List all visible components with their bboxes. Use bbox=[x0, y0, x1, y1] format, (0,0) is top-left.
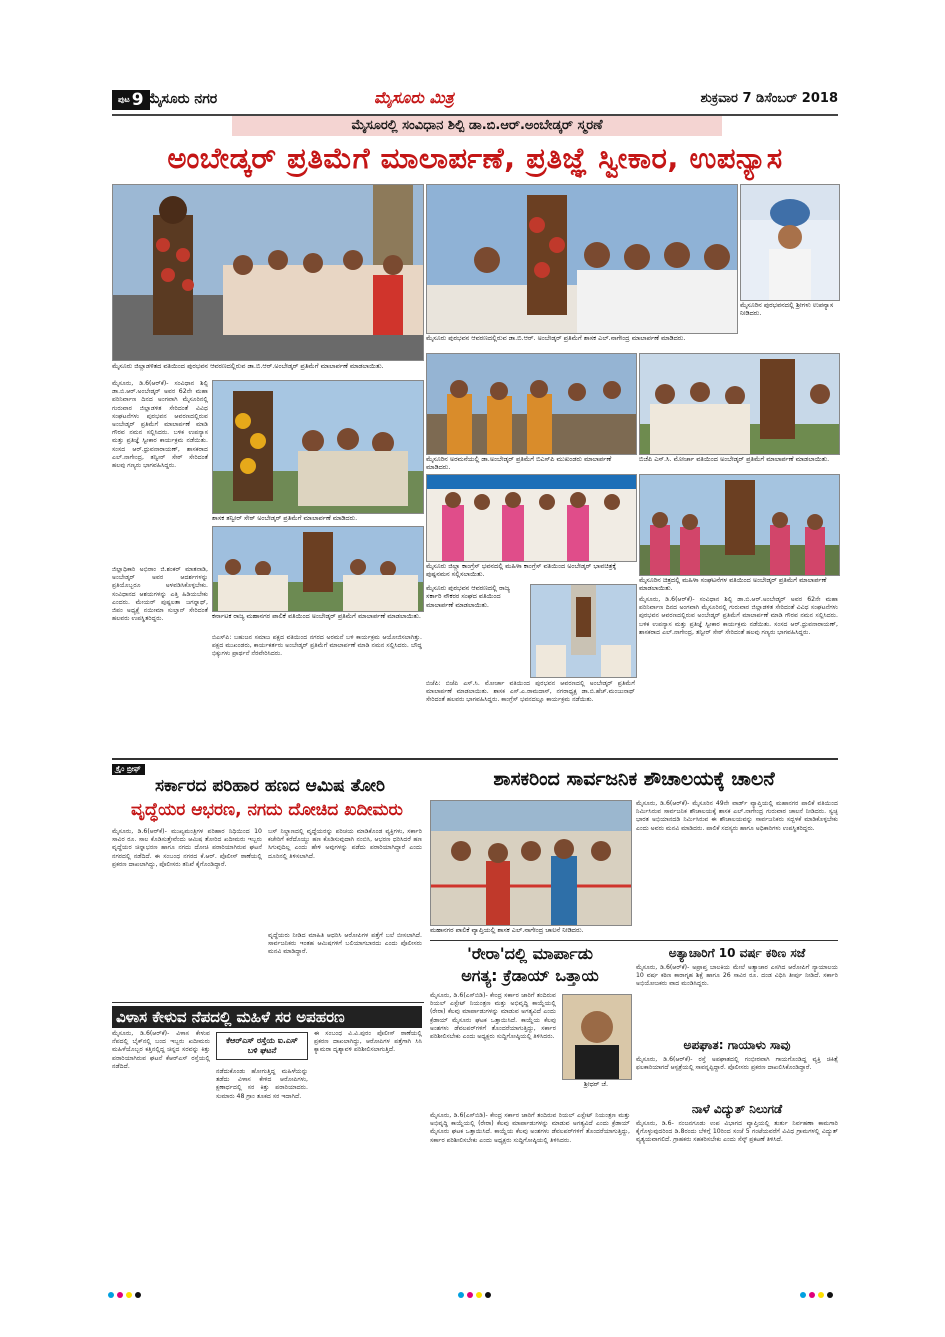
atrocity-body: ಮೈಸೂರು, ಡಿ.6(ಆರ್‌ಕೆ)- ಅಪ್ರಾಪ್ತ ಬಾಲಕಿಯ ಮೇಲೆ ಅತ್ಯಾಚಾರ ಎಸಗಿದ ಆರೋಪಿಗೆ ನ್ಯಾಯಾಲಯ 10 ವರ್ಷ ಕಠಿಣ ಕಾರಾಗೃಹ ಶಿಕ್ಷೆ ಹಾಗೂ 26 ಸಾವಿರ ರೂ. ದಂಡ ವಿಧಿಸಿ ತೀರ್ಪು ನೀಡಿದೆ. ಸರ್ಕಾರಿ ಅಭಿಯೋಜಕರು ವಾದ ಮಂಡಿಸಿದ್ದರು. bbox=[636, 964, 838, 988]
newspaper-page bbox=[112, 88, 838, 1268]
photo-mla-garland bbox=[426, 184, 738, 334]
chain-body-3: ಈ ಸಂಬಂಧ ವಿ.ವಿ.ಪುರಂ ಪೊಲೀಸ್ ಠಾಣೆಯಲ್ಲಿ ಪ್ರಕರಣ ದಾಖಲಾಗಿದ್ದು, ಆರೋಪಿಗಳ ಪತ್ತೆಗಾಗಿ ಸಿಸಿ ಕ್ಯಾಮರಾ ದೃಶ್ಯಾವಳಿ ಪರಿಶೀಲಿಸಲಾಗುತ್ತಿದೆ. bbox=[314, 1030, 422, 1054]
reg-dot-magenta bbox=[467, 1292, 473, 1298]
registration-dots-left bbox=[108, 1292, 141, 1298]
reira-body-cont: ಮೈಸೂರು, ಡಿ.6(ಎಸ್‌ಬಿಡಿ)- ಕೇಂದ್ರ ಸರ್ಕಾರ ಜಾರಿಗೆ ತಂದಿರುವ ರಿಯಲ್ ಎಸ್ಟೇಟ್ ನಿಯಂತ್ರಣ ಮತ್ತು ಅಭಿವೃದ್ಧಿ ಕಾಯ್ದೆಯಲ್ಲಿ (ರೇರಾ) ಕೆಲವು ಮಾರ್ಪಾಡುಗಳನ್ನು ಮಾಡುವ ಅಗತ್ಯವಿದೆ ಎಂದು ಕ್ರೆಡಾಯ್ ಮೈಸೂರು ಘಟಕ ಒತ್ತಾಯಿಸಿದೆ. ಕಾಯ್ದೆಯ ಕೆಲವು ಅಂಶಗಳು ಡೆವಲಪರ್‌ಗಳಿಗೆ ತೊಂದರೆಯಾಗುತ್ತಿದ್ದು, ಸರ್ಕಾರ ಪರಿಶೀಲಿಸಬೇಕು ಎಂದು ಅಧ್ಯಕ್ಷರು ಸುದ್ದಿಗೋಷ್ಠಿಯಲ್ಲಿ ತಿಳಿಸಿದರು. bbox=[430, 1112, 630, 1144]
atrocity-headline: ಅತ್ಯಾಚಾರಿಗೆ 10 ವರ್ಷ ಕಠಿಣ ಸಜೆ bbox=[668, 946, 806, 960]
reg-dot-yellow bbox=[818, 1292, 824, 1298]
caption-photo-7: ಮೈಸೂರು ಜಿಲ್ಲಾ ಕಾಂಗ್ರೆಸ್ ಭವನದಲ್ಲಿ ಮಹಿಳಾ ಕಾಂಗ್ರೆಸ್ ವತಿಯಿಂದ ಅಂಬೇಡ್ಕರ್ ಭಾವಚಿತ್ರಕ್ಕೆ ಪುಷ್ಪನಮನ ಸಲ್ಲಿಸಲಾಯಿತು. bbox=[426, 562, 617, 579]
reira-headline-2: ಅಗತ್ಯ: ಕ್ರೆಡಾಯ್ ಒತ್ತಾಯ bbox=[461, 966, 599, 985]
caption-photo-6: ಬಿಜೆಪಿ ಎಸ್‌.ಸಿ. ಮೋರ್ಚಾ ವತಿಯಿಂದ ಅಂಬೇಡ್ಕರ್ ಪ್ರತಿಮೆಗೆ ಮಾಲಾರ್ಪಣೆ ಮಾಡಲಾಯಿತು. bbox=[639, 455, 830, 463]
chain-headline: ವಿಳಾಸ ಕೇಳುವ ನೆಪದಲ್ಲಿ ಮಹಿಳೆ ಸರ ಅಪಹರಣ bbox=[112, 1006, 422, 1028]
power-body: ಮೈಸೂರು, ಡಿ.6- ನಂಜನಗೂಡು ಉಪ ವಿಭಾಗದ ವ್ಯಾಪ್ತಿಯಲ್ಲಿ ತುರ್ತು ನಿರ್ವಹಣಾ ಕಾಮಗಾರಿ ಕೈಗೊಳ್ಳುವುದರಿಂದ ಡಿ.8ರಂದು ಬೆಳಿಗ್ಗೆ 10ರಿಂದ ಸಂಜೆ 5 ಗಂಟೆಯವರೆಗೆ ವಿವಿಧ ಗ್ರಾಮಗಳಲ್ಲಿ ವಿದ್ಯುತ್ ವ್ಯತ್ಯಯವಾಗಲಿದೆ. ಗ್ರಾಹಕರು ಸಹಕರಿಸಬೇಕು ಎಂದು ಸೆಸ್ಕ್ ಪ್ರಕಟಣೆ ತಿಳಿಸಿದೆ. bbox=[636, 1120, 838, 1144]
section-title: ಮೈಸೂರು ನಗರ bbox=[146, 91, 218, 107]
chain-sidebar: ಕೆಆರ್‌ಎಸ್ ರಸ್ತೆಯ ಐ.ಎಸ್ ಬಳಿ ಘಟನೆ bbox=[216, 1032, 308, 1060]
toilet-body: ಮೈಸೂರು, ಡಿ.6(ಆರ್‌ಕೆ)- ಮೈಸೂರಿನ 49ನೇ ವಾರ್ಡ್ ವ್ಯಾಪ್ತಿಯಲ್ಲಿ ಮಹಾನಗರ ಪಾಲಿಕೆ ವತಿಯಿಂದ ನಿರ್ಮಿಸಿರುವ ಸಾರ್ವಜನಿಕ ಶೌಚಾಲಯಕ್ಕೆ ಶಾಸಕ ಎಲ್.ನಾಗೇಂದ್ರ ಗುರುವಾರ ಚಾಲನೆ ನೀಡಿದರು. ಸ್ವಚ್ಛ ಭಾರತ ಅಭಿಯಾನದಡಿ ನಿರ್ಮಿಸಿರುವ ಈ ಶೌಚಾಲಯವನ್ನು ಸಾರ್ವಜನಿಕರು ಸದ್ಬಳಕೆ ಮಾಡಿಕೊಳ್ಳಬೇಕು ಎಂದು ಅವರು ಮನವಿ ಮಾಡಿದರು. ಪಾಲಿಕೆ ಸದಸ್ಯರು ಹಾಗೂ ಅಧಿಕಾರಿಗಳು ಉಪಸ್ಥಿತರಿದ್ದರು. bbox=[636, 800, 838, 832]
photo-statue-garland bbox=[112, 184, 424, 361]
toilet-headline: ಶಾಸಕರಿಂದ ಸಾರ್ವಜನಿಕ ಶೌಚಾಲಯಕ್ಕೆ ಚಾಲನೆ bbox=[493, 768, 775, 790]
page-header bbox=[112, 88, 838, 116]
reira-body: ಮೈಸೂರು, ಡಿ.6(ಎಸ್‌ಬಿಡಿ)- ಕೇಂದ್ರ ಸರ್ಕಾರ ಜಾರಿಗೆ ತಂದಿರುವ ರಿಯಲ್ ಎಸ್ಟೇಟ್ ನಿಯಂತ್ರಣ ಮತ್ತು ಅಭಿವೃದ್ಧಿ ಕಾಯ್ದೆಯಲ್ಲಿ (ರೇರಾ) ಕೆಲವು ಮಾರ್ಪಾಡುಗಳನ್ನು ಮಾಡುವ ಅಗತ್ಯವಿದೆ ಎಂದು ಕ್ರೆಡಾಯ್ ಮೈಸೂರು ಘಟಕ ಒತ್ತಾಯಿಸಿದೆ. ಕಾಯ್ದೆಯ ಕೆಲವು ಅಂಶಗಳು ಡೆವಲಪರ್‌ಗಳಿಗೆ ತೊಂದರೆಯಾಗುತ್ತಿದ್ದು, ಸರ್ಕಾರ ಪರಿಶೀಲಿಸಬೇಕು ಎಂದು ಅಧ್ಯಕ್ಷರು ಸುದ್ದಿಗೋಷ್ಠಿಯಲ್ಲಿ ತಿಳಿಸಿದರು. bbox=[430, 992, 556, 1041]
lead-body-column-1: ಮೈಸೂರು, ಡಿ.6(ಆರ್‌ಕೆ)- ಸಂವಿಧಾನ ಶಿಲ್ಪಿ ಡಾ.ಬಿ.ಆರ್.ಅಂಬೇಡ್ಕರ್ ಅವರ 62ನೇ ಮಹಾ ಪರಿನಿರ್ವಾಣ ದಿನದ ಅಂಗವಾಗಿ ಮೈಸೂರಿನಲ್ಲಿ ಗುರುವಾರ ಜಿಲ್ಲಾಡಳಿತ ಸೇರಿದಂತೆ ವಿವಿಧ ಸಂಘಟನೆಗಳು ಪುರಭವನ ಆವರಣದಲ್ಲಿರುವ ಅಂಬೇಡ್ಕರ್ ಪ್ರತಿಮೆಗೆ ಮಾಲಾರ್ಪಣೆ ಮಾಡಿ ಗೌರವ ನಮನ ಸಲ್ಲಿಸಿದರು. ಬಳಿಕ ಉಪನ್ಯಾಸ ಮತ್ತು ಪ್ರತಿಜ್ಞೆ ಸ್ವೀಕಾರ ಕಾರ್ಯಕ್ರಮ ನಡೆಯಿತು. ಸಂಸದ ಆರ್.ಧ್ರುವನಾರಾಯಣ್, ಶಾಸಕರಾದ ಎಲ್.ನಾಗೇಂದ್ರ, ತನ್ವೀರ್ ಸೇಠ್ ಸೇರಿದಂತೆ ಹಲವು ಗಣ್ಯರು ಭಾಗವಹಿಸಿದ್ದರು. bbox=[112, 380, 208, 470]
reg-dot-cyan bbox=[108, 1292, 114, 1298]
photo-women-groups bbox=[639, 474, 840, 576]
reg-dot-magenta bbox=[809, 1292, 815, 1298]
reg-dot-cyan bbox=[458, 1292, 464, 1298]
photo-bsp-monks bbox=[426, 353, 637, 455]
issue-date: ಶುಕ್ರವಾರ 7 ಡಿಸೆಂಬರ್ 2018 bbox=[700, 91, 838, 106]
registration-dots-center bbox=[458, 1292, 491, 1298]
reg-dot-black bbox=[827, 1292, 833, 1298]
caption-toilet-photo: ಮಹಾನಗರ ಪಾಲಿಕೆ ವ್ಯಾಪ್ತಿಯಲ್ಲಿ ಶಾಸಕ ಎಲ್.ನಾಗೇಂದ್ರ ಚಾಲನೆ ನೀಡಿದರು. bbox=[430, 926, 584, 934]
photo-govt-employees bbox=[530, 584, 637, 678]
caption-photo-2: ಮೈಸೂರು ಪುರಭವನ ಆವರಣದಲ್ಲಿರುವ ಡಾ.ಬಿ.ಆರ್. ಅಂಬೇಡ್ಕರ್ ಪ್ರತಿಮೆಗೆ ಶಾಸಕ ಎಲ್.ನಾಗೇಂದ್ರ ಮಾಲಾರ್ಪಣೆ ಮಾಡಿದರು. bbox=[426, 334, 686, 342]
caption-photo-10: ಮೈಸೂರು ಪುರಭವನ ಆವರಣದಲ್ಲಿ ರಾಜ್ಯ ಸರ್ಕಾರಿ ನೌಕರರ ಸಂಘದ ವತಿಯಿಂದ ಮಾಲಾರ್ಪಣೆ ಮಾಡಲಾಯಿತು. bbox=[426, 584, 510, 609]
reira-photo-caption: ಶ್ರೀಧರ್ ಜೆ. bbox=[583, 1080, 609, 1088]
lead-body-column-3: ಬಿಎಸ್‌ಪಿ: ಬಹುಜನ ಸಮಾಜ ಪಕ್ಷದ ವತಿಯಿಂದ ನಗರದ ಅರಮನೆ ಬಳಿ ಕಾರ್ಯಕ್ರಮ ಆಯೋಜಿಸಲಾಗಿತ್ತು. ಪಕ್ಷದ ಮುಖಂಡರು, ಕಾರ್ಯಕರ್ತರು ಅಂಬೇಡ್ಕರ್ ಪ್ರತಿಮೆಗೆ ಮಾಲಾರ್ಪಣೆ ಮಾಡಿ ನಮನ ಸಲ್ಲಿಸಿದರು. ಬೌದ್ಧ ಭಿಕ್ಕುಗಳು ಪ್ರಾರ್ಥನೆ ನೆರವೇರಿಸಿದರು. bbox=[212, 634, 422, 658]
reg-dot-yellow bbox=[126, 1292, 132, 1298]
chain-body-2: ನಡೆದುಕೊಂಡು ಹೋಗುತ್ತಿದ್ದ ಮಹಿಳೆಯನ್ನು ತಡೆದು ವಿಳಾಸ ಕೇಳಿದ ಆರೋಪಿಗಳು, ಕ್ಷಣಾರ್ಧದಲ್ಲಿ ಸರ ಕಿತ್ತು ಪರಾರಿಯಾದರು. ಸುಮಾರು 48 ಗ್ರಾಂ ತೂಕದ ಸರ ಇದಾಗಿದೆ. bbox=[216, 1068, 308, 1100]
reg-dot-cyan bbox=[800, 1292, 806, 1298]
lead-kicker: ಮೈಸೂರಲ್ಲಿ ಸಂವಿಧಾನ ಶಿಲ್ಪಿ ಡಾ.ಬಿ.ಆರ್.ಅಂಬೇಡ್ಕರ್ ಸ್ಮರಣೆ bbox=[232, 116, 722, 136]
photo-reira-portrait bbox=[562, 994, 632, 1080]
accident-body: ಮೈಸೂರು, ಡಿ.6(ಆರ್‌ಕೆ)- ರಸ್ತೆ ಅಪಘಾತದಲ್ಲಿ ಗಂಭೀರವಾಗಿ ಗಾಯಗೊಂಡಿದ್ದ ವ್ಯಕ್ತಿ ಚಿಕಿತ್ಸೆ ಫಲಕಾರಿಯಾಗದೆ ಆಸ್ಪತ್ರೆಯಲ್ಲಿ ಸಾವನ್ನಪ್ಪಿದ್ದಾರೆ. ಪೊಲೀಸರು ಪ್ರಕರಣ ದಾಖಲಿಸಿಕೊಂಡಿದ್ದಾರೆ. bbox=[636, 1056, 838, 1072]
accident-headline: ಅಪಘಾತ: ಗಾಯಾಳು ಸಾವು bbox=[683, 1038, 791, 1052]
registration-dots-right bbox=[800, 1292, 833, 1298]
reg-dot-yellow bbox=[476, 1292, 482, 1298]
reg-dot-black bbox=[485, 1292, 491, 1298]
crime-body-3: ವೃದ್ಧೆಯರು ನೀಡಿದ ಮಾಹಿತಿ ಆಧರಿಸಿ ಆರೋಪಿಗಳ ಪತ್ತೆಗೆ ಬಲೆ ಬೀಸಲಾಗಿದೆ. ಸಾರ್ವಜನಿಕರು ಇಂತಹ ಆಮಿಷಗಳಿಗೆ ಬಲಿಯಾಗಬಾರದು ಎಂದು ಪೊಲೀಸರು ಮನವಿ ಮಾಡಿದ್ದಾರೆ. bbox=[268, 932, 422, 956]
caption-photo-4: ಶಾಸಕ ತನ್ವೀರ್ ಸೇಠ್ ಅಂಬೇಡ್ಕರ್ ಪ್ರತಿಮೆಗೆ ಮಾಲಾರ್ಪಣೆ ಮಾಡಿದರು. bbox=[212, 514, 358, 522]
crime-headline-1: ಸರ್ಕಾರದ ಪರಿಹಾರ ಹಣದ ಆಮಿಷ ತೋರಿ bbox=[154, 776, 386, 796]
photo-lecture-speaker bbox=[740, 184, 840, 301]
page-number: 9 bbox=[131, 90, 144, 110]
reira-headline-1: 'ರೇರಾ'ದಲ್ಲಿ ಮಾರ್ಪಾಡು bbox=[467, 944, 593, 963]
photo-mahila-congress bbox=[426, 474, 637, 562]
photo-tanveer-sait bbox=[212, 380, 424, 514]
crime-body-1: ಮೈಸೂರು, ಡಿ.6(ಆರ್‌ಕೆ)- ಮುಖ್ಯಮಂತ್ರಿಗಳ ಪರಿಹಾರ ನಿಧಿಯಿಂದ 10 ಸಾವಿರ ರೂ. ಸಾಲ ಕೊಡಿಸುತ್ತೇವೆಂದು ಆಮಿಷ ತೋರಿದ ಖದೀಮರು ಇಬ್ಬರು ವೃದ್ಧೆಯರ ಚಿನ್ನಾಭರಣ ಹಾಗೂ ನಗದು ದೋಚಿ ಪರಾರಿಯಾಗಿರುವ ಘಟನೆ ನಗರದಲ್ಲಿ ನಡೆದಿದೆ. ಈ ಸಂಬಂಧ ನಗರದ ಕೆ.ಆರ್. ಪೊಲೀಸ್ ಠಾಣೆಯಲ್ಲಿ ಪ್ರಕರಣ ದಾಖಲಾಗಿದ್ದು, ಪೊಲೀಸರು ತನಿಖೆ ಕೈಗೊಂಡಿದ್ದಾರೆ. bbox=[112, 828, 262, 868]
caption-photo-9: ಕರ್ನಾಟಕ ರಾಜ್ಯ ಮಹಾನಗರ ಪಾಲಿಕೆ ವತಿಯಿಂದ ಅಂಬೇಡ್ಕರ್ ಪ್ರತಿಮೆಗೆ ಮಾಲಾರ್ಪಣೆ ಮಾಡಲಾಯಿತು. bbox=[212, 612, 421, 620]
divider-toilet bbox=[430, 940, 838, 941]
caption-photo-1: ಮೈಸೂರು ಜಿಲ್ಲಾಡಳಿತದ ವತಿಯಿಂದ ಪುರಭವನ ಆವರಣದಲ್ಲಿರುವ ಡಾ.ಬಿ.ಆರ್.ಅಂಬೇಡ್ಕರ್ ಪ್ರತಿಮೆಗೆ ಮಾಲಾರ್ಪಣೆ ಮಾಡಲಾಯಿತು. bbox=[112, 362, 384, 370]
page-label: ಪುಟ bbox=[118, 95, 130, 104]
photo-toilet-inauguration bbox=[430, 800, 632, 926]
lead-headline: ಅಂಬೇಡ್ಕರ್ ಪ್ರತಿಮೆಗೆ ಮಾಲಾರ್ಪಣೆ, ಪ್ರತಿಜ್ಞೆ ಸ್ವೀಕಾರ, ಉಪನ್ಯಾಸ bbox=[167, 141, 783, 175]
page-number-badge bbox=[112, 90, 150, 110]
photo-bjp-morcha bbox=[639, 353, 840, 455]
masthead-logo: ಮೈಸೂರು ಮಿತ್ರ bbox=[374, 88, 454, 107]
caption-photo-8: ಮೈಸೂರಿನ ಚಿತ್ರದಲ್ಲಿ ಮಹಿಳಾ ಸಂಘಟನೆಗಳ ವತಿಯಿಂದ ಅಂಬೇಡ್ಕರ್ ಪ್ರತಿಮೆಗೆ ಮಾಲಾರ್ಪಣೆ ಮಾಡಲಾಯಿತು. bbox=[639, 576, 827, 593]
crime-headline-2: ವೃದ್ಧೆಯರ ಆಭರಣ, ನಗದು ದೋಚಿದ ಖದೀಮರು bbox=[131, 800, 403, 820]
photo-corporation bbox=[212, 526, 424, 612]
lead-body-column-5: ಮೈಸೂರು, ಡಿ.6(ಆರ್‌ಕೆ)- ಸಂವಿಧಾನ ಶಿಲ್ಪಿ ಡಾ.ಬಿ.ಆರ್.ಅಂಬೇಡ್ಕರ್ ಅವರ 62ನೇ ಮಹಾ ಪರಿನಿರ್ವಾಣ ದಿನದ ಅಂಗವಾಗಿ ಮೈಸೂರಿನಲ್ಲಿ ಗುರುವಾರ ಜಿಲ್ಲಾಡಳಿತ ಸೇರಿದಂತೆ ವಿವಿಧ ಸಂಘಟನೆಗಳು ಪುರಭವನ ಆವರಣದಲ್ಲಿರುವ ಅಂಬೇಡ್ಕರ್ ಪ್ರತಿಮೆಗೆ ಮಾಲಾರ್ಪಣೆ ಮಾಡಿ ಗೌರವ ನಮನ ಸಲ್ಲಿಸಿದರು. ಬಳಿಕ ಉಪನ್ಯಾಸ ಮತ್ತು ಪ್ರತಿಜ್ಞೆ ಸ್ವೀಕಾರ ಕಾರ್ಯಕ್ರಮ ನಡೆಯಿತು. ಸಂಸದ ಆರ್.ಧ್ರುವನಾರಾಯಣ್, ಶಾಸಕರಾದ ಎಲ್.ನಾಗೇಂದ್ರ, ತನ್ವೀರ್ ಸೇಠ್ ಸೇರಿದಂತೆ ಹಲವು ಗಣ್ಯರು ಭಾಗವಹಿಸಿದ್ದರು. bbox=[639, 596, 838, 636]
crime-body-2: ಬಸ್ ನಿಲ್ದಾಣದಲ್ಲಿ ವೃದ್ಧೆಯರನ್ನು ಪರಿಚಯ ಮಾಡಿಕೊಂಡ ವ್ಯಕ್ತಿಗಳು, ಸರ್ಕಾರಿ ಕಚೇರಿಗೆ ಕರೆದೊಯ್ದು ಹಣ ಕೊಡಿಸುವುದಾಗಿ ನಂಬಿಸಿ, ಆಭರಣ ಧರಿಸಿದರೆ ಹಣ ಸಿಗುವುದಿಲ್ಲ ಎಂದು ಹೇಳಿ ಅವುಗಳನ್ನು ಪಡೆದು ಪರಾರಿಯಾಗಿದ್ದಾರೆ ಎಂದು ದೂರಿನಲ್ಲಿ ತಿಳಿಸಲಾಗಿದೆ. bbox=[268, 828, 422, 860]
reg-dot-magenta bbox=[117, 1292, 123, 1298]
lead-body-column-4: ಬಿಜೆಪಿ: ಬಿಜೆಪಿ ಎಸ್‌.ಸಿ. ಮೋರ್ಚಾ ವತಿಯಿಂದ ಪುರಭವನ ಆವರಣದಲ್ಲಿ ಅಂಬೇಡ್ಕರ್ ಪ್ರತಿಮೆಗೆ ಮಾಲಾರ್ಪಣೆ ಮಾಡಲಾಯಿತು. ಶಾಸಕ ಎಸ್.ಎ.ರಾಮದಾಸ್, ನಗರಾಧ್ಯಕ್ಷ ಡಾ.ಬಿ.ಹೆಚ್.ಮಂಜುನಾಥ್ ಸೇರಿದಂತೆ ಹಲವರು ಭಾಗವಹಿಸಿದ್ದರು. ಕಾಂಗ್ರೆಸ್ ಭವನದಲ್ಲೂ ಕಾರ್ಯಕ್ರಮ ನಡೆಯಿತು. bbox=[426, 680, 635, 704]
divider-chain bbox=[112, 1002, 424, 1003]
chain-body-1: ಮೈಸೂರು, ಡಿ.6(ಆರ್‌ಕೆ)- ವಿಳಾಸ ಕೇಳುವ ನೆಪದಲ್ಲಿ ಬೈಕ್‌ನಲ್ಲಿ ಬಂದ ಇಬ್ಬರು ಖದೀಮರು ಮಹಿಳೆಯೊಬ್ಬರ ಕತ್ತಿನಲ್ಲಿದ್ದ ಚಿನ್ನದ ಸರವನ್ನು ಕಿತ್ತು ಪರಾರಿಯಾಗಿರುವ ಘಟನೆ ಕೆಆರ್‌ಎಸ್ ರಸ್ತೆಯಲ್ಲಿ ನಡೆದಿದೆ. bbox=[112, 1030, 210, 1070]
power-headline: ನಾಳೆ ವಿದ್ಯುತ್ ನಿಲುಗಡೆ bbox=[691, 1102, 783, 1116]
lead-body-column-2: ಜಿಲ್ಲಾಧಿಕಾರಿ ಅಭಿರಾಂ ಜಿ.ಶಂಕರ್ ಮಾತನಾಡಿ, ಅಂಬೇಡ್ಕರ್ ಅವರ ಆದರ್ಶಗಳನ್ನು ಪ್ರತಿಯೊಬ್ಬರೂ ಅಳವಡಿಸಿಕೊಳ್ಳಬೇಕು. ಸಂವಿಧಾನದ ಆಶಯಗಳನ್ನು ಎತ್ತಿ ಹಿಡಿಯಬೇಕು ಎಂದರು. ಮೇಯರ್ ಪುಷ್ಪಲತಾ ಜಗನ್ನಾಥ್, ಜಿಪಂ ಅಧ್ಯಕ್ಷೆ ನಯೀಮಾ ಸುಲ್ತಾನ್ ಸೇರಿದಂತೆ ಹಲವರು ಉಪಸ್ಥಿತರಿದ್ದರು. bbox=[112, 566, 208, 623]
reg-dot-black bbox=[135, 1292, 141, 1298]
caption-photo-3: ಮೈಸೂರಿನ ಪುರಭವನದಲ್ಲಿ ಶ್ರೀಗಳು ಉಪನ್ಯಾಸ ನೀಡಿದರು. bbox=[740, 301, 834, 318]
crime-kicker: ಕ್ರೈಂ ಬ್ರೀಫ್ bbox=[112, 764, 145, 775]
caption-photo-5: ಮೈಸೂರಿನ ಅರಮನೆಯಲ್ಲಿ ಡಾ.ಅಂಬೇಡ್ಕರ್ ಪ್ರತಿಮೆಗೆ ಬಿಎಸ್‌ಪಿ ಮುಖಂಡರು ಮಾಲಾರ್ಪಣೆ ಮಾಡಿದರು. bbox=[426, 455, 612, 472]
section-divider bbox=[112, 758, 838, 760]
